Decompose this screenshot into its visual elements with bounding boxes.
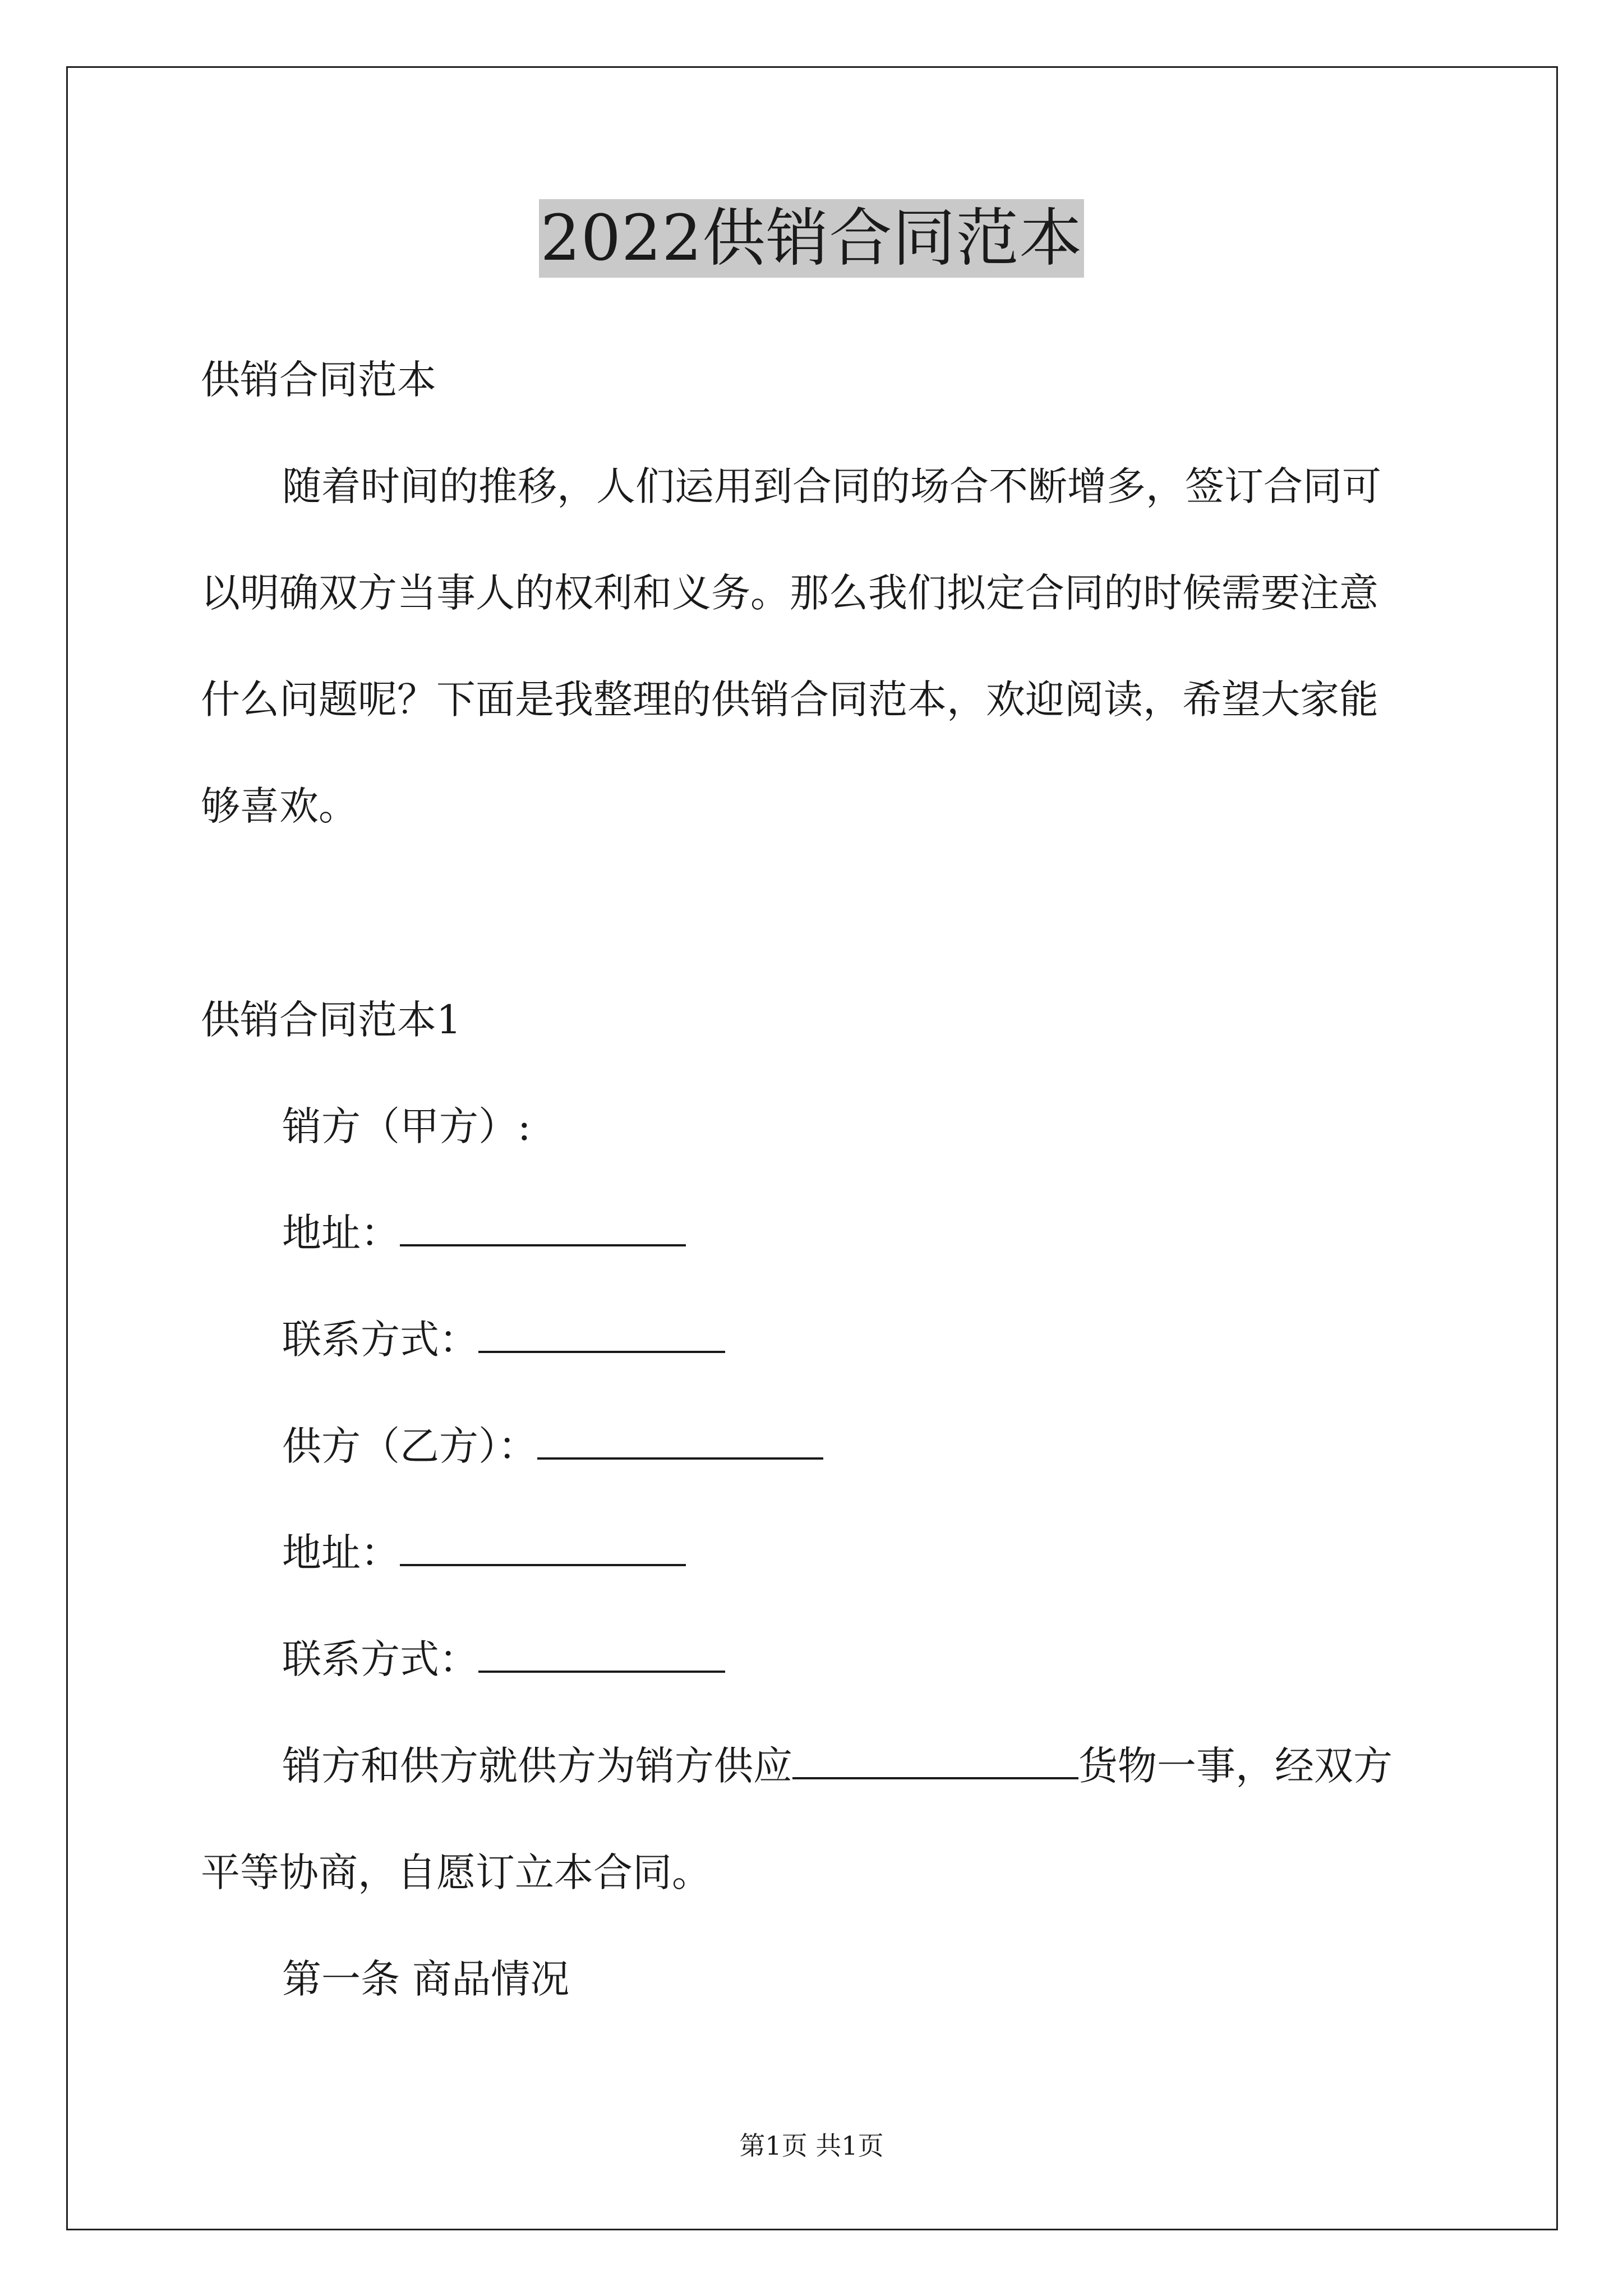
document-title: 2022供销合同范本: [539, 199, 1083, 278]
supplier-contact-row: [282, 1634, 725, 1685]
seller-address-blank[interactable]: [400, 1209, 686, 1246]
address-label: 地址：: [282, 1210, 400, 1256]
contact-label: 联系方式：: [282, 1636, 478, 1682]
seller-label: 销方（甲方）:: [282, 1103, 531, 1149]
clause-text-part2: 货物一事，经双方: [1078, 1743, 1393, 1789]
goods-blank[interactable]: [792, 1742, 1078, 1779]
article-1-heading: 第一条 商品情况: [282, 1956, 570, 2002]
supplier-label: 供方（乙方）：: [282, 1423, 537, 1469]
seller-contact-row: [282, 1314, 725, 1365]
intro-line-3: 什么问题呢？下面是我整理的供销合同范本，欢迎阅读，希望大家能: [201, 677, 1378, 723]
supplier-address-row: [282, 1527, 686, 1578]
title-container: [0, 199, 1623, 278]
clause-line-2: 平等协商，自愿订立本合同。: [201, 1849, 711, 1895]
seller-contact-blank[interactable]: [478, 1316, 725, 1353]
supplier-row: [282, 1421, 823, 1471]
supplier-contact-blank[interactable]: [478, 1636, 725, 1673]
seller-address-row: [282, 1208, 686, 1258]
intro-line-2: 以明确双方当事人的权利和义务。那么我们拟定合同的时候需要注意: [201, 570, 1378, 616]
intro-line-1: 随着时间的推移，人们运用到合同的场合不断增多，签订合同可: [282, 463, 1381, 509]
clause-text-part1: 销方和供方就供方为销方供应: [282, 1743, 792, 1789]
supplier-name-blank[interactable]: [537, 1423, 823, 1460]
clause-line-1: [282, 1741, 1393, 1791]
address-label: 地址：: [282, 1530, 400, 1576]
section-heading: 供销合同范本: [201, 357, 436, 403]
contract-heading: 供销合同范本1: [201, 997, 462, 1043]
intro-line-4: 够喜欢。: [201, 783, 358, 829]
page-footer: 第1页 共1页: [739, 2131, 884, 2161]
contact-label: 联系方式：: [282, 1317, 478, 1363]
supplier-address-blank[interactable]: [400, 1529, 686, 1566]
